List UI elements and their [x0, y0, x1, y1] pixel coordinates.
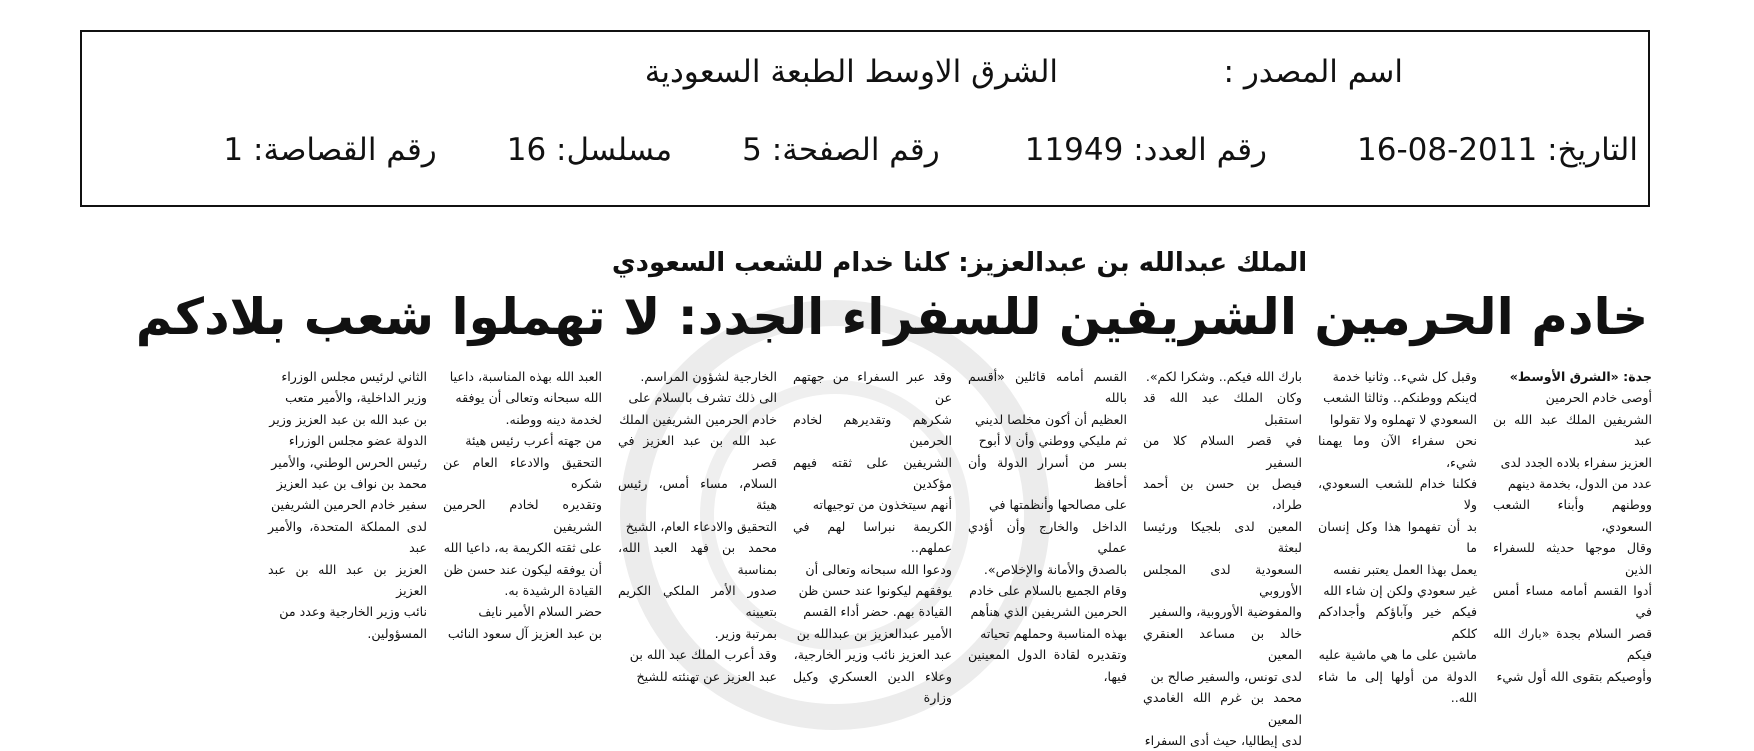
issue-field — [1025, 132, 1267, 168]
page-label: رقم الصفحة: — [771, 132, 940, 168]
article-column-6 — [610, 366, 785, 684]
column-text: القسم أمامه قائلين «أقسم بالله العظيم أن أكون مخلصا لديني ثم مليكي ووطني وأن لا أبوح بسر من أسرار الدولة وأن أحافظ على مصالحها وأنظمتها في الداخل والخارج وأن أؤدي عملي بالصدق والأمانة والإخلاص». وقام الجميع بالسلام على خادم الحرمين الشريفين الذي هنأهم بهذه المناسبة وحملهم تحياته وتقديره لقادة الدول المعينين فيها، — [968, 369, 1127, 684]
article-column-8 — [260, 366, 435, 641]
article-column-3 — [1135, 366, 1310, 748]
clip-field — [223, 132, 436, 168]
article-column-1 — [1485, 366, 1660, 684]
meta-line — [92, 132, 1638, 168]
source-label: اسم المصدر : — [1223, 54, 1403, 90]
clip-label: رقم القصاصة: — [253, 132, 437, 168]
clip-value: 1 — [223, 132, 244, 168]
article-column-2 — [1310, 366, 1485, 706]
column-text: وقد عبر السفراء من جهتهم عن شكرهم وتقديرهم لخادم الحرمين الشريفين على ثقته فيهم مؤكدين أنهم سيتخذون من توجيهاته الكريمة نبراسا لهم في عملهم.. ودعوا الله سبحانه وتعالى أن يوفقهم ليكونوا عند حسن ظن القيادة بهم. حضر أداء القسم الأمير عبدالعزيز بن عبدالله بن عبد العزيز نائب وزير الخارجية، وعلاء الدين العسكري وكيل وزارة — [793, 369, 952, 706]
column-text: أوصى خادم الحرمين الشريفين الملك عبد الله بن عبد العزيز سفراء بلاده الجدد لدى عدد من الدول، بخدمة دينهم ووطنهم وأبناء الشعب السعودي، وقال موجها حديثه للسفراء الذين أدوا القسم أمامه مساء أمس في قصر السلام بجدة «بارك الله فيكم وأوصيكم بتقوى الله أول شيء — [1493, 390, 1652, 684]
column-text: العبد الله بهذه المناسبة، داعيا الله سبحانه وتعالى أن يوفقه لخدمة دينه ووطنه. من جهته أعرب رئيس هيئة التحقيق والادعاء العام عن شكره وتقديره لخادم الحرمين الشريفين على ثقته الكريمة به، داعيا الله أن يوفقه ليكون عند حسن ظن القيادة الرشيدة به. حضر السلام الأمير نايف بن عبد العزيز آل سعود النائب — [443, 369, 602, 641]
date-value: 2011-08-16 — [1357, 132, 1538, 168]
article-dateline: جدة: «الشرق الأوسط» — [1509, 369, 1652, 384]
issue-value: 11949 — [1024, 132, 1124, 168]
article-column-4 — [960, 366, 1135, 684]
article-column-5 — [785, 366, 960, 706]
date-label: التاريخ: — [1547, 132, 1638, 168]
source-value: الشرق الاوسط الطبعة السعودية — [644, 54, 1058, 90]
issue-label: رقم العدد: — [1133, 132, 1268, 168]
page-field — [742, 132, 940, 168]
article-body — [85, 366, 1660, 748]
date-field — [1357, 132, 1638, 168]
serial-value: 16 — [506, 132, 547, 168]
column-text: الخارجية لشؤون المراسم. الى ذلك تشرف بالسلام على خادم الحرمين الشريفين الملك عبد الله بن عبد العزيز في قصر السلام، مساء أمس، رئيس هيئة التحقيق والادعاء العام، الشيخ محمد بن فهد العبد الله، بمناسبة صدور الأمر الملكي الكريم بتعيينه بمرتبة وزير. وقد أعرب الملك عبد الله بن عبد العزيز عن تهنئته للشيخ — [618, 369, 777, 684]
source-info-box — [80, 30, 1650, 207]
serial-label: مسلسل: — [556, 132, 673, 168]
article-headline: خادم الحرمين الشريفين للسفراء الجدد: لا تهملوا شعب بلادكم — [135, 288, 1649, 346]
article-kicker: الملك عبدالله بن عبدالعزيز: كلنا خدام للشعب السعودي — [611, 248, 1308, 278]
column-text: وقبل كل شيء.. وثانيا خدمة dينكم ووطنكم.. وثالثا الشعب السعودي لا تهملوه ولا تقولوا نحن سفراء الآن وما يهمنا شيء، فكلنا خدام للشعب السعودي، ولا بد أن تفهموا هذا وكل إنسان ما يعمل بهذا العمل يعتبر نفسه غير سعودي ولكن إن شاء الله فيكم خير وآباؤكم وأجدادكم كلكم ماشين على ما هي ماشية عليه الدولة من أولها إلى ما شاء الله.. — [1318, 369, 1477, 706]
page-value: 5 — [742, 132, 762, 168]
column-text: الثاني لرئيس مجلس الوزراء وزير الداخلية، والأمير متعب بن عبد الله بن عبد العزيز وزير الدولة عضو مجلس الوزراء رئيس الحرس الوطني، والأمير محمد بن نواف بن عبد العزيز سفير خادم الحرمين الشريفين لدى المملكة المتحدة، والأمير عبد العزيز بن عبد الله بن عبد العزيز نائب وزير الخارجية وعدد من المسؤولين. — [268, 369, 427, 641]
serial-field — [507, 132, 672, 168]
column-text: بارك الله فيكم.. وشكرا لكم». وكان الملك عبد الله قد استقبل في قصر السلام كلا من السفير فيصل بن حسن بن أحمد طراد، المعين لدى بلجيكا ورئيسا لبعثة السعودية لدى المجلس الأوروبي والمفوضية الأوروبية، والسفير خالد بن مساعد العنقري المعين لدى تونس، والسفير صالح بن محمد بن غرم الله الغامدي المعين لدى إيطاليا، حيث أدى السفراء — [1143, 369, 1302, 748]
article-column-7 — [435, 366, 610, 641]
